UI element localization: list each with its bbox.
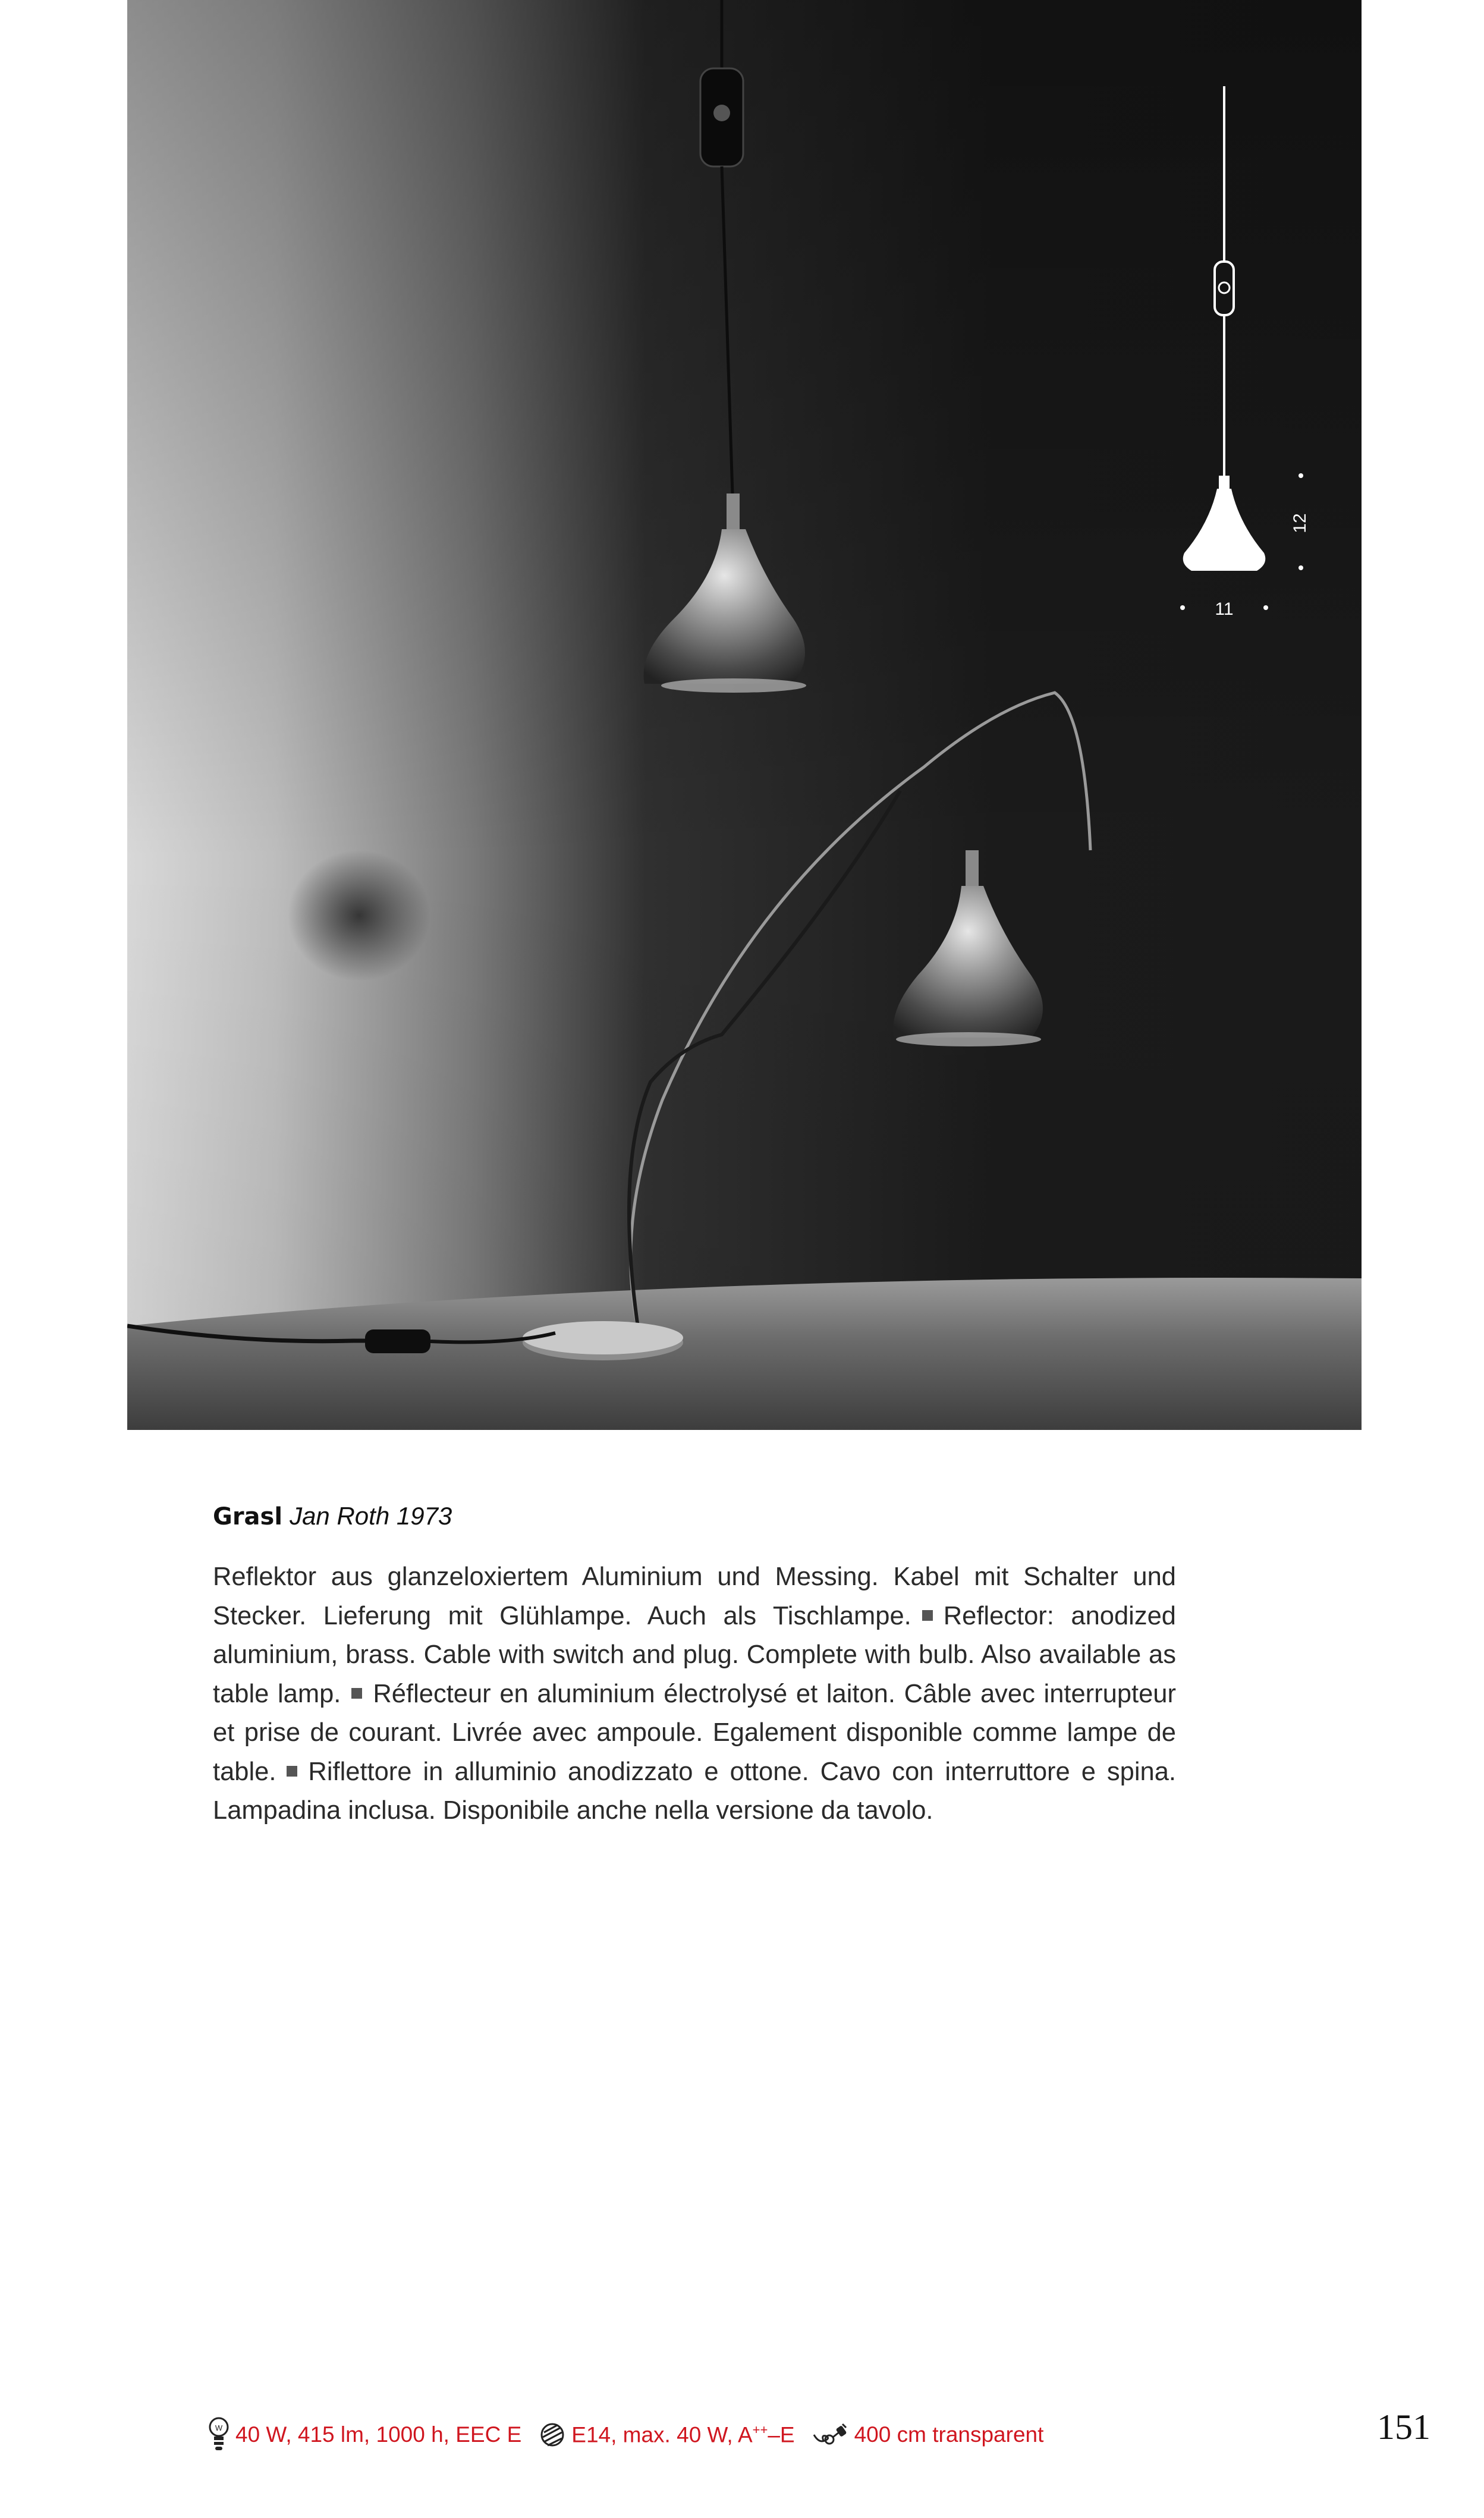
lamp-photo-illustration: [127, 0, 1362, 1430]
diagram-height-label: 12: [1290, 513, 1310, 533]
product-description: [213, 1558, 1176, 1831]
spec-footer: [208, 2414, 1061, 2456]
page-number: 151: [1377, 2407, 1430, 2447]
svg-text:W: W: [215, 2423, 223, 2432]
description-de: Reflektor aus glanzeloxiertem Aluminium und Messing. Kabel mit Schalter und Stecker. Lieferung mit Glühlampe. Auch als Tischlampe.: [213, 1563, 1176, 1630]
separator-square-icon: [922, 1610, 933, 1621]
cable-plug-icon: [813, 2423, 848, 2447]
spec-cable-text: 400 cm transparent: [854, 2422, 1044, 2447]
product-designer: Jan Roth 1973: [290, 1502, 452, 1530]
spec-bulb: [208, 2416, 521, 2453]
description-fr: Réflecteur en aluminium électrolysé et laiton. Câble avec interrupteur et prise de courant. Livrée avec ampoule. Egalement disponible comme lampe de table.: [213, 1679, 1176, 1786]
spec-socket-text: [571, 2422, 794, 2447]
lightbulb-icon: [208, 2416, 229, 2453]
separator-square-icon: [287, 1766, 297, 1777]
description-en: Reflector: anodized aluminium, brass. Cable with switch and plug. Complete with bulb. Also available as table lamp.: [213, 1601, 1176, 1708]
product-title: [213, 1498, 452, 1535]
separator-square-icon: [351, 1688, 362, 1699]
spec-bulb-text: 40 W, 415 lm, 1000 h, EEC E: [235, 2422, 522, 2447]
socket-icon: [539, 2422, 565, 2448]
diagram-width-label: 11: [1215, 599, 1234, 619]
spec-socket-prefix: E14, max. 40 W, A: [571, 2422, 753, 2447]
spec-socket: [539, 2422, 794, 2448]
spec-socket-class-sup: ++: [752, 2422, 768, 2437]
spec-cable: [813, 2422, 1044, 2447]
product-name: Grasl: [213, 1503, 283, 1530]
description-it: Riflettore in alluminio anodizzato e ottone. Cavo con interruttore e spina. Lampadina inclusa. Disponibile anche nella versione da tavolo.: [213, 1757, 1176, 1825]
product-photo: [127, 0, 1362, 1430]
spec-socket-suffix: –E: [768, 2422, 795, 2447]
